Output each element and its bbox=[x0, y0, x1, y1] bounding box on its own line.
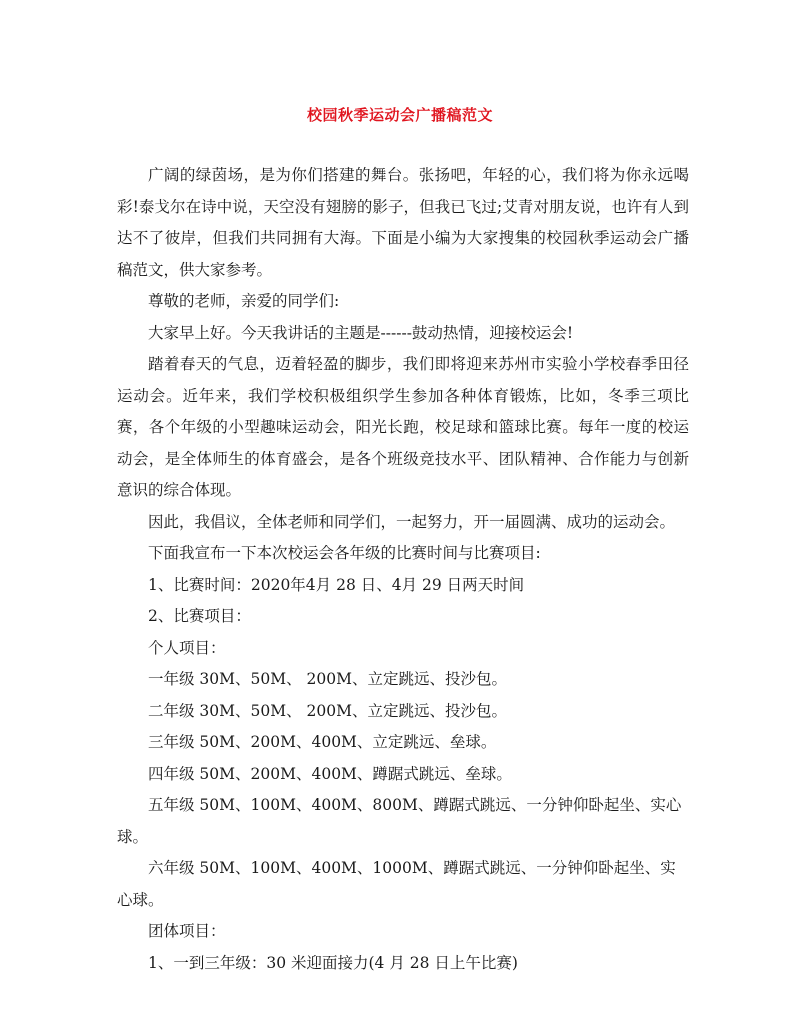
paragraph-background: 踏着春天的气息，迈着轻盈的脚步，我们即将迎来苏州市实验小学校春季田径运动会。近年来，我们学校积极组织学生参加各种体育锻炼，比如，冬季三项比赛，各个年级的小型趣味运动会，阳光长跑，校足球和篮球比赛。每年一度的校运动会，是全体师生的体育盛会，是各个班级竞技水平、团队精神、合作能力与创新意识的综合体现。 bbox=[117, 355, 689, 499]
list-item-schedule: 1、比赛时间：2020年4月 28 日、4月 29 日两天时间 bbox=[148, 575, 525, 594]
paragraph-greeting: 尊敬的老师，亲爱的同学们: bbox=[148, 292, 340, 310]
list-item-grade-1: 一年级 30M、50M、 200M、立定跳远、投沙包。 bbox=[148, 670, 507, 688]
list-item-grade-2: 二年级 30M、50M、 200M、立定跳远、投沙包。 bbox=[148, 701, 507, 720]
list-item-grade-6: 六年级 50M、100M、400M、1000M、蹲踞式跳远、一分钟仰卧起坐、实心球。 bbox=[117, 859, 676, 909]
paragraph-proposal: 因此，我倡议，全体老师和同学们，一起努力，开一届圆满、成功的运动会。 bbox=[148, 512, 676, 531]
list-item-grade-5: 五年级 50M、100M、400M、800M、蹲踞式跳远、一分钟仰卧起坐、实心球。 bbox=[117, 796, 682, 846]
list-item-events-heading: 2、比赛项目： bbox=[148, 607, 251, 625]
list-item-individual-heading: 个人项目： bbox=[148, 638, 226, 657]
document-title: 校园秋季运动会广播稿范文 bbox=[306, 106, 493, 124]
paragraph-theme: 大家早上好。今天我讲话的主题是------鼓动热情，迎接校运会! bbox=[148, 323, 574, 342]
document-body bbox=[117, 160, 689, 979]
list-item-grade-4: 四年级 50M、200M、400M、蹲踞式跳远、垒球。 bbox=[148, 764, 512, 783]
list-item-team-relay: 1、一到三年级：30 米迎面接力(4 月 28 日上午比赛) bbox=[148, 953, 518, 972]
list-item-grade-3: 三年级 50M、200M、400M、立定跳远、垒球。 bbox=[148, 733, 497, 751]
paragraph-announcement: 下面我宣布一下本次校运会各年级的比赛时间与比赛项目: bbox=[148, 544, 541, 562]
paragraph-intro: 广阔的绿茵场，是为你们搭建的舞台。张扬吧，年轻的心，我们将为你永远喝彩!泰戈尔在诗中说，天空没有翅膀的影子，但我已飞过;艾青对朋友说，也许有人到达不了彼岸，但我们共同拥有大海。下面是小编为大家搜集的校园秋季运动会广播稿范文，供大家参考。 bbox=[117, 166, 689, 279]
list-item-team-heading: 团体项目： bbox=[148, 922, 226, 940]
